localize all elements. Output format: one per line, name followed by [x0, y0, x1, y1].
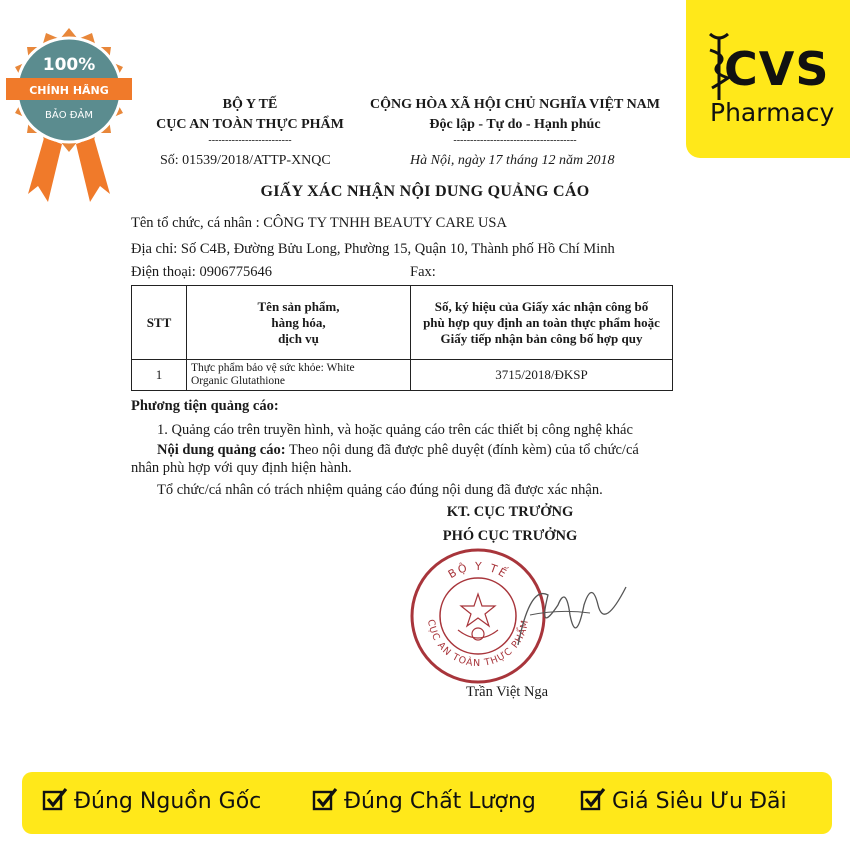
issuer-department: CỤC AN TOÀN THỰC PHẨM	[156, 117, 344, 132]
product-table	[131, 285, 673, 391]
promo-item-origin	[42, 786, 261, 814]
table-header-row	[132, 286, 673, 360]
cell-product-line2: Organic Glutathione	[191, 375, 285, 387]
badge-top-text: 100%	[42, 55, 96, 75]
col-header-product-line2: hàng hóa,	[271, 314, 326, 330]
signer-name: Trần Việt Nga	[466, 684, 549, 700]
national-title: CỘNG HÒA XÃ HỘI CHỦ NGHĨA VIỆT NAM	[369, 97, 660, 112]
stamp-emblem	[458, 594, 498, 640]
cell-product	[187, 360, 411, 391]
cell-cert: 3715/2018/ĐKSP	[411, 360, 673, 391]
badge-ribbon-text: CHÍNH HÃNG	[29, 84, 109, 97]
cell-stt: 1	[132, 360, 187, 391]
authentic-badge	[4, 26, 134, 206]
logo-sub: Pharmacy	[710, 98, 835, 127]
content-label: Nội dung quảng cáo:	[157, 442, 286, 458]
col-header-cert-line1: Số, ký hiệu của Giấy xác nhận công bố	[434, 298, 649, 314]
checkbox-check-icon	[312, 786, 338, 812]
national-header	[360, 95, 670, 147]
issuer-header	[130, 95, 370, 147]
org-name: Tên tổ chức, cá nhân : CÔNG TY TNHH BEAUTY CARE USA	[131, 215, 507, 231]
col-header-cert-line2: phù hợp quy định an toàn thực phẩm hoặc	[423, 314, 660, 330]
col-header-cert	[411, 286, 673, 360]
col-header-cert-line3: Giấy tiếp nhận bản công bố hợp quy	[440, 330, 643, 346]
stamp-ring-text: CỤC AN TOÀN THỰC PHẨM	[425, 618, 532, 670]
promo-text-origin: Đúng Nguồn Gốc	[74, 789, 262, 814]
promo-item-price	[580, 786, 787, 814]
org-address: Địa chỉ: Số C4B, Đường Bửu Long, Phường 15, Quận 10, Thành phố Hồ Chí Minh	[131, 241, 615, 257]
promo-text-price: Giá Siêu Ưu Đãi	[612, 789, 787, 814]
promo-item-quality	[312, 786, 536, 814]
checkbox-check-icon	[580, 786, 606, 812]
medium-label: Phương tiện quảng cáo:	[131, 398, 279, 414]
logo-brand: CVS	[724, 42, 830, 96]
medium-item: 1. Quảng cáo trên truyền hình, và hoặc quảng cáo trên các thiết bị công nghệ khác	[157, 422, 633, 438]
issuer-ministry: BỘ Y TẾ	[222, 97, 278, 112]
badge-bottom-text: BẢO ĐẢM	[45, 110, 93, 121]
content-text-2: nhân phù hợp với quy định hiện hành.	[131, 460, 352, 476]
col-header-product	[187, 286, 411, 360]
content-text-1: Theo nội dung đã được phê duyệt (đính kèm) của tổ chức/cá	[285, 442, 639, 458]
table-row	[132, 360, 673, 391]
document-number: Số: 01539/2018/ATTP-XNQC	[160, 153, 331, 168]
stamp-top-text: BỘ Y TẾ	[445, 559, 511, 582]
document-date: Hà Nội, ngày 17 tháng 12 năm 2018	[410, 153, 615, 168]
promo-text-quality: Đúng Chất Lượng	[344, 789, 536, 814]
national-rule: -------------------------------------	[453, 135, 577, 146]
col-header-product-line1: Tên sản phẩm,	[257, 298, 340, 314]
signature-title-1: KT. CỤC TRƯỞNG	[446, 504, 574, 520]
handwritten-signature	[500, 575, 630, 655]
national-motto: Độc lập - Tự do - Hạnh phúc	[429, 117, 601, 132]
org-phone: Điện thoại: 0906775646	[131, 264, 272, 280]
cvs-pharmacy-logo	[686, 0, 850, 158]
org-fax: Fax:	[410, 264, 436, 280]
content-paragraph	[157, 442, 639, 459]
col-header-product-line3: dịch vụ	[278, 330, 319, 346]
responsibility-text: Tổ chức/cá nhân có trách nhiệm quảng cáo đúng nội dung đã được xác nhận.	[157, 482, 603, 498]
issuer-rule: -------------------------	[208, 135, 292, 146]
signature-title-2: PHÓ CỤC TRƯỞNG	[442, 528, 578, 544]
checkbox-check-icon	[42, 786, 68, 812]
col-header-stt: STT	[132, 286, 187, 360]
cell-product-line1: Thực phẩm bảo vệ sức khỏe: White	[191, 362, 355, 374]
document-title: GIẤY XÁC NHẬN NỘI DUNG QUẢNG CÁO	[260, 183, 590, 200]
promo-banner	[22, 772, 832, 834]
